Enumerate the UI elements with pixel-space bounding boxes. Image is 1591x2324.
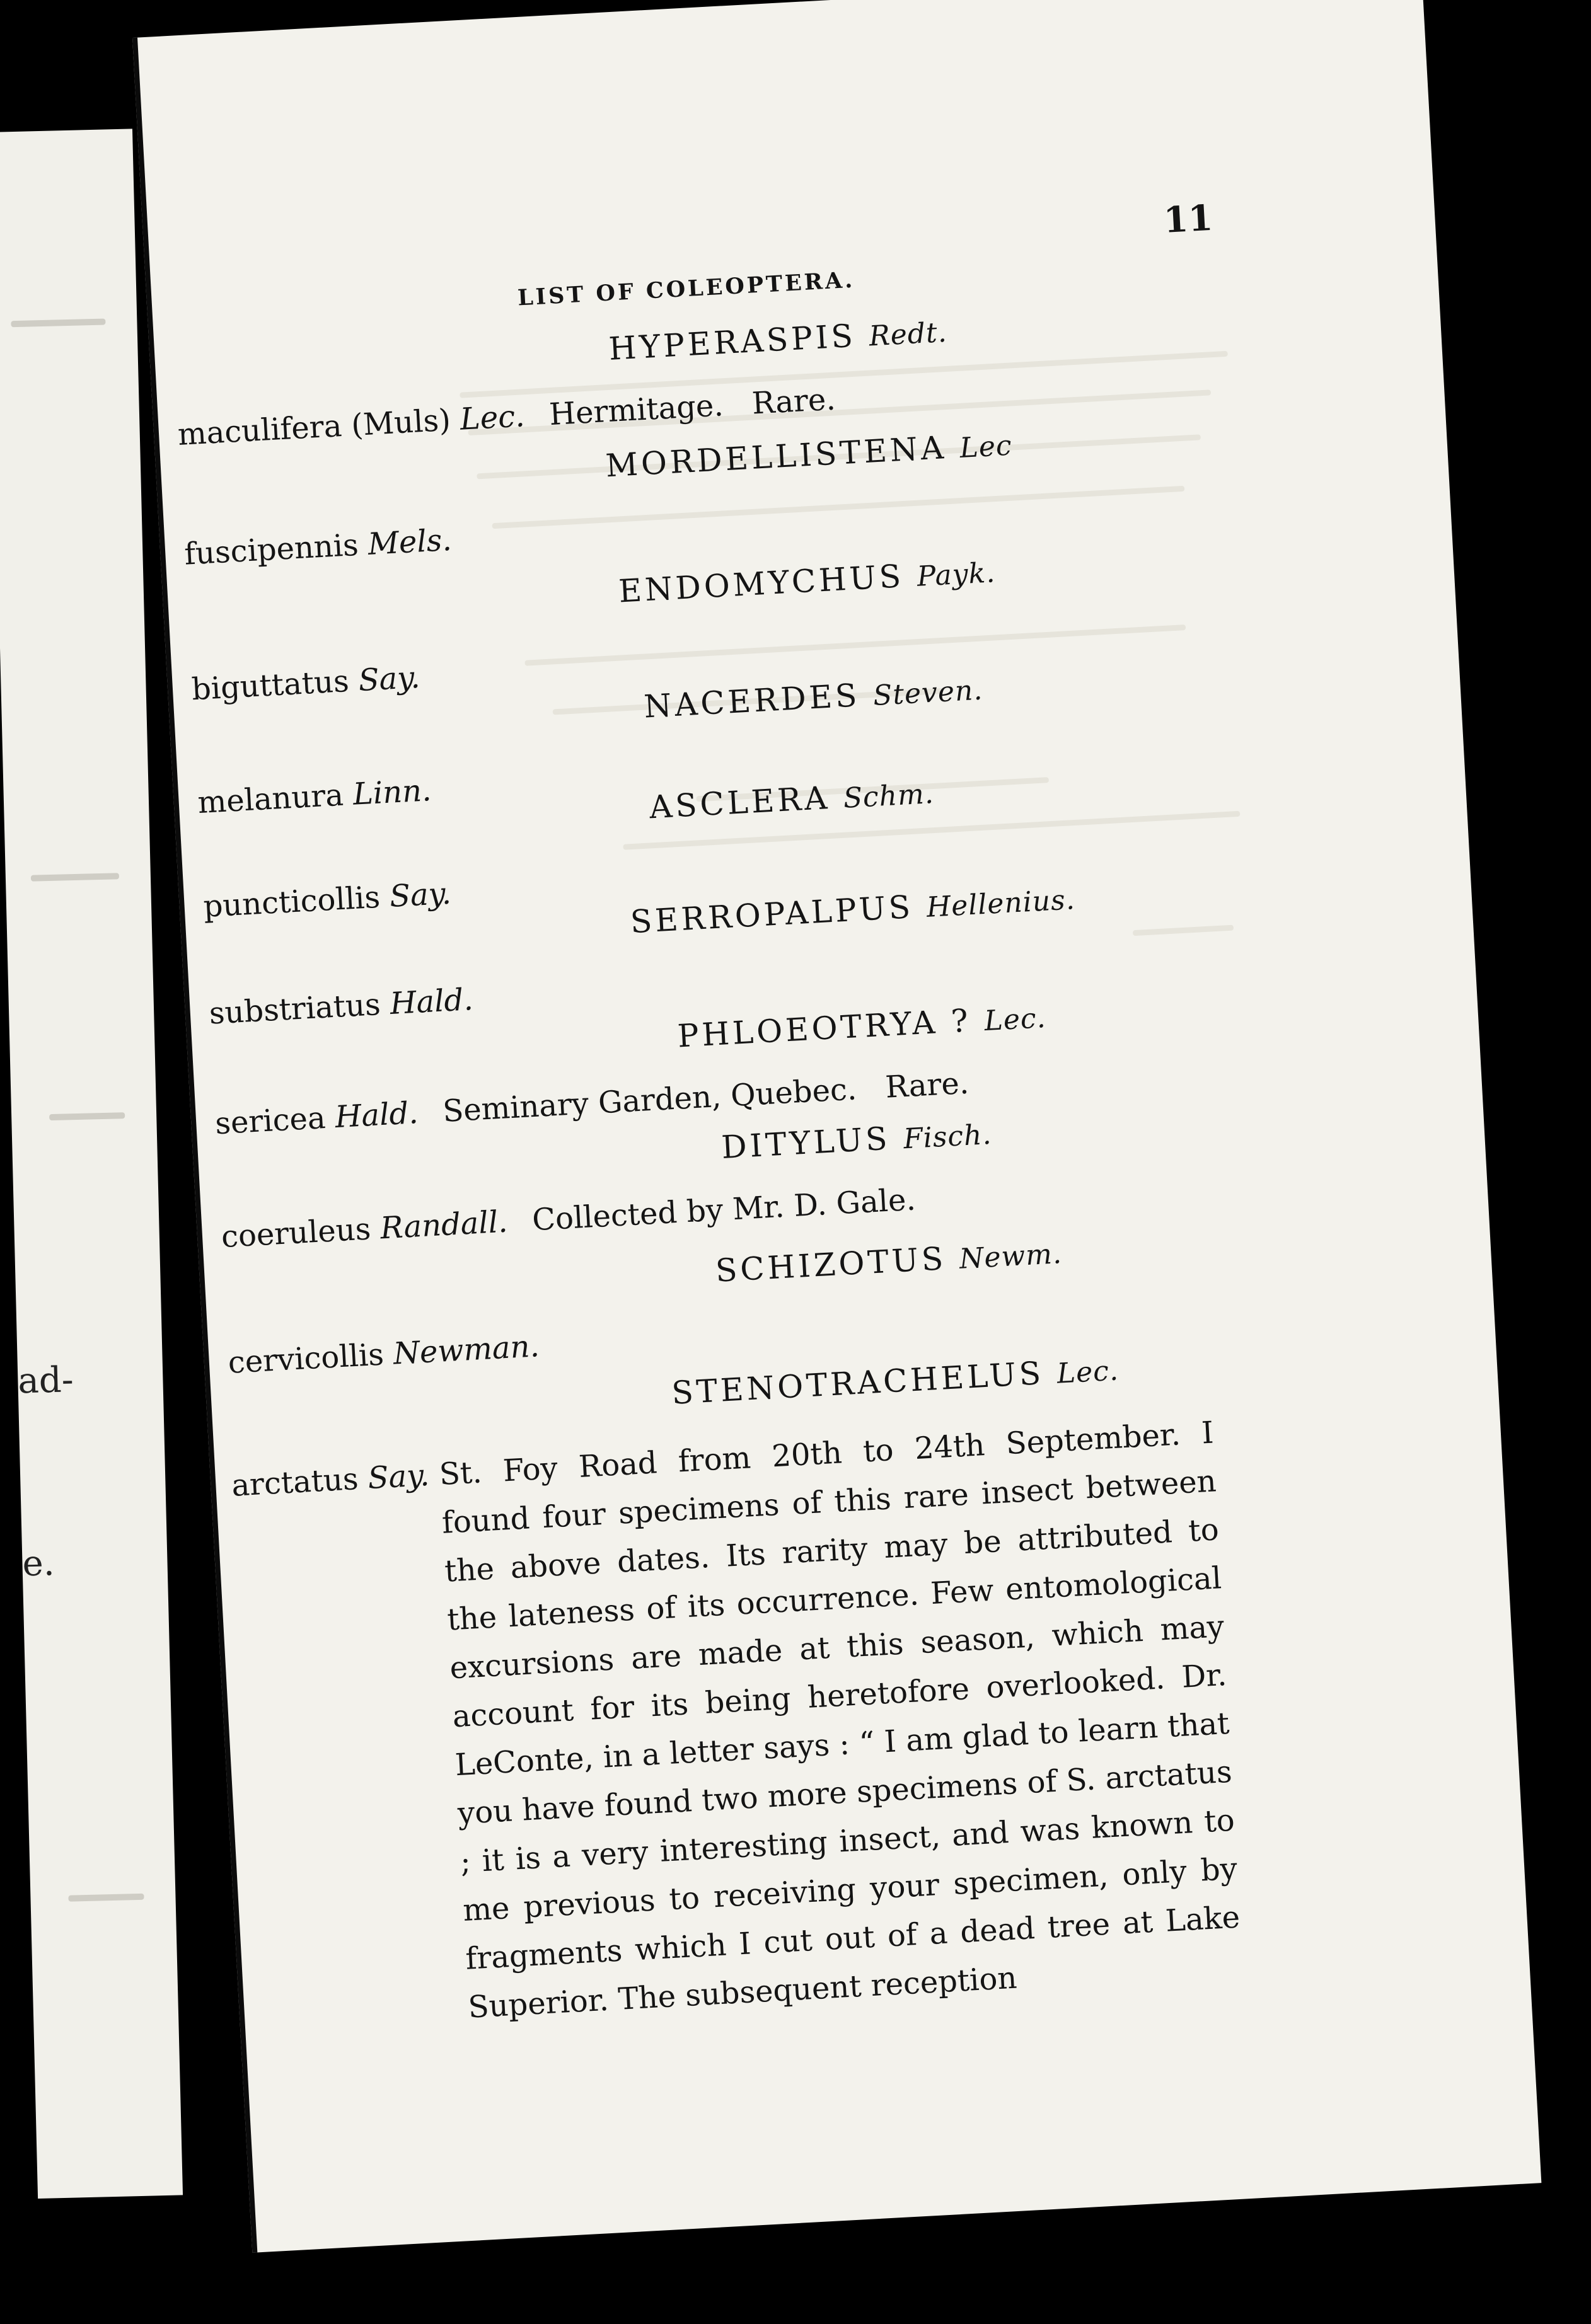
genus-name: HYPERASPIS [608, 317, 857, 367]
species-name: puncticollis [202, 879, 381, 924]
species-name: coeruleus [220, 1211, 372, 1255]
bleed-through-line [11, 319, 105, 328]
book-page [132, 0, 1541, 2253]
left-page-fragment: e. [21, 1543, 55, 1585]
species-entry [221, 1182, 917, 1255]
genus-author: Lec [959, 429, 1013, 464]
species-name: melanura [197, 777, 345, 821]
species-author: Say. [357, 659, 421, 699]
species-author: Say. [388, 875, 452, 914]
bleed-through-line [68, 1894, 144, 1902]
species-author: Mels. [367, 522, 453, 562]
genus-author: Newm. [958, 1238, 1063, 1275]
genus-author: Steven. [872, 674, 984, 712]
species-author: Randall. [379, 1204, 509, 1246]
genus-heading [676, 998, 1046, 1055]
genus-name: SCHIZOTUS [714, 1240, 947, 1289]
species-name: arctatus [230, 1461, 359, 1504]
genus-heading [608, 313, 948, 367]
genus-author: Fisch. [902, 1118, 993, 1156]
genus-author: Redt. [868, 316, 948, 353]
species-note: Hermitage. Rare. [548, 381, 836, 433]
species-name: biguttatus [190, 663, 350, 708]
genus-heading [618, 553, 996, 609]
species-name: maculifera (Muls) [176, 402, 452, 452]
page-number: 11 [1162, 197, 1214, 241]
species-entry [191, 660, 421, 708]
genus-name: SERROPALPUS [629, 889, 915, 941]
species-author: Hald. [389, 982, 474, 1022]
species-description [230, 1409, 1244, 2032]
species-entry [227, 1328, 540, 1381]
species-note: Collected by Mr. D. Gale. [531, 1182, 917, 1238]
species-entry [202, 876, 452, 924]
species-name: cervicollis [227, 1337, 385, 1381]
species-entry [208, 982, 473, 1032]
genus-name: ENDOMYCHUS [618, 558, 905, 610]
species-name: fuscipennis [183, 527, 360, 572]
genus-name: NACERDES [643, 677, 861, 725]
genus-heading [629, 880, 1075, 940]
species-author: Linn. [352, 773, 432, 812]
species-author: Hald. [334, 1095, 419, 1136]
species-entry [197, 773, 432, 820]
genus-name: STENOTRACHELUS [671, 1354, 1045, 1412]
left-page-fragment: ad- [17, 1359, 74, 1402]
genus-name: DITYLUS [720, 1120, 891, 1166]
paragraph-text: St. Foy Road from 20th to 24th September. I found four specimens of this rare insect between the above dates. Its rarity may be attributed to the lateness of its occurrence. Few entomological excursions are made at this season, which may account for its being heretofore overlooked. Dr. LeConte, in a letter says : “ I am glad to learn that you have found two more specimens of S. arctatus ; it is a very interesting insect, and was known to me previous to receiving your specimen, only by fragments which I cut out of a dead tree at Lake Superior. The subsequent reception [438, 1415, 1241, 2025]
genus-name: PHLOEOTRYA ? [676, 1002, 973, 1055]
species-author: Newman. [392, 1328, 540, 1372]
running-head: LIST OF COLEOPTERA. [517, 267, 856, 311]
bleed-through-line [31, 873, 119, 881]
genus-heading [643, 670, 983, 725]
species-entry [230, 1451, 431, 1510]
genus-heading [715, 1234, 1063, 1289]
genus-author: Hellenius. [925, 883, 1076, 924]
genus-author: Schm. [842, 778, 935, 815]
species-author: Lec. [459, 398, 526, 437]
bleed-through-line [49, 1112, 125, 1120]
genus-heading [671, 1351, 1119, 1412]
species-author: Say. [367, 1457, 431, 1497]
species-name: substriatus [208, 987, 381, 1032]
genus-heading [649, 774, 935, 825]
species-name: sericea [214, 1100, 327, 1142]
genus-heading [605, 426, 1013, 485]
genus-name: ASCLERA [648, 779, 831, 826]
species-note: Seminary Garden, Quebec. Rare. [441, 1065, 970, 1129]
genus-heading [720, 1115, 993, 1166]
genus-name: MORDELLISTENA [605, 429, 948, 485]
genus-author: Lec. [1056, 1354, 1120, 1390]
species-entry [183, 522, 453, 572]
genus-author: Payk. [916, 556, 997, 593]
genus-author: Lec. [983, 1001, 1047, 1038]
